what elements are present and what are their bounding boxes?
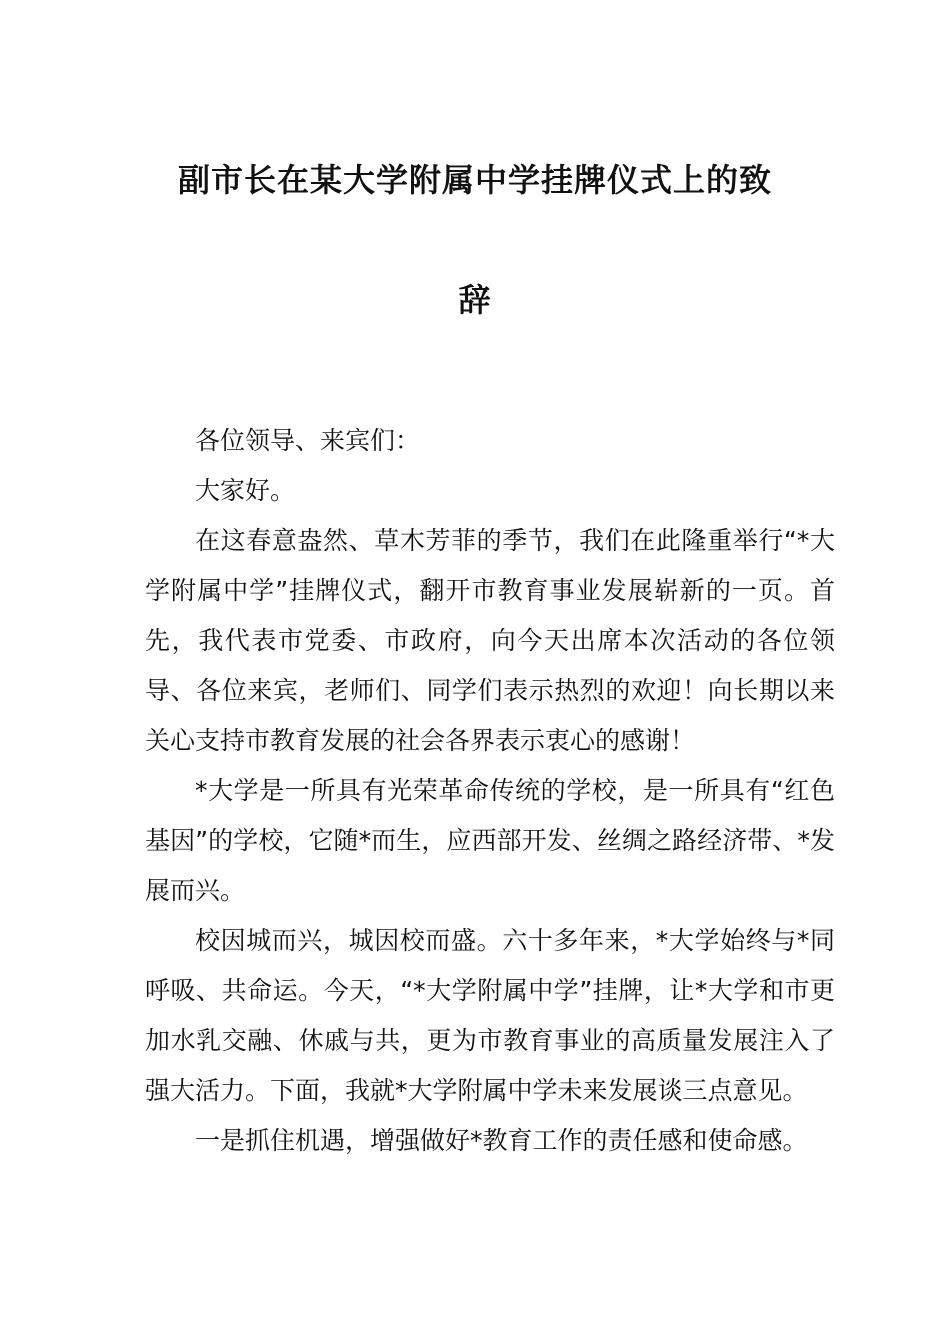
document-title-line-2: 辞 bbox=[458, 281, 492, 319]
paragraph: 在这春意盎然、草木芳菲的季节，我们在此隆重举行“*大学附属中学”挂牌仪式，翻开市教育事业发展崭新的一页。首先，我代表市党委、市政府，向今天出席本次活动的各位领导、各位来宾，老师们、同学们表示热烈的欢迎！向长期以来关心支持市教育发展的社会各界表示衷心的感谢！ bbox=[145, 526, 835, 755]
document-title-line-1: 副市长在某大学附属中学挂牌仪式上的致 bbox=[177, 161, 772, 199]
document-body bbox=[145, 416, 835, 1166]
paragraph: 一是抓住机遇，增强做好*教育工作的责任感和使命感。 bbox=[195, 1126, 808, 1155]
salutation: 各位领导、来宾们： bbox=[195, 426, 421, 455]
greeting: 大家好。 bbox=[195, 476, 296, 505]
paragraph: 校因城而兴，城因校而盛。六十多年来，*大学始终与*同呼吸、共命运。今天，“*大学附属中学”挂牌，让*大学和市更加水乳交融、休戚与共，更为市教育事业的高质量发展注入了强大活力。下面，我就*大学附属中学未来发展谈三点意见。 bbox=[145, 926, 835, 1105]
paragraph: *大学是一所具有光荣革命传统的学校，是一所具有“红色基因”的学校，它随*而生，应西部开发、丝绸之路经济带、*发展而兴。 bbox=[145, 776, 835, 905]
